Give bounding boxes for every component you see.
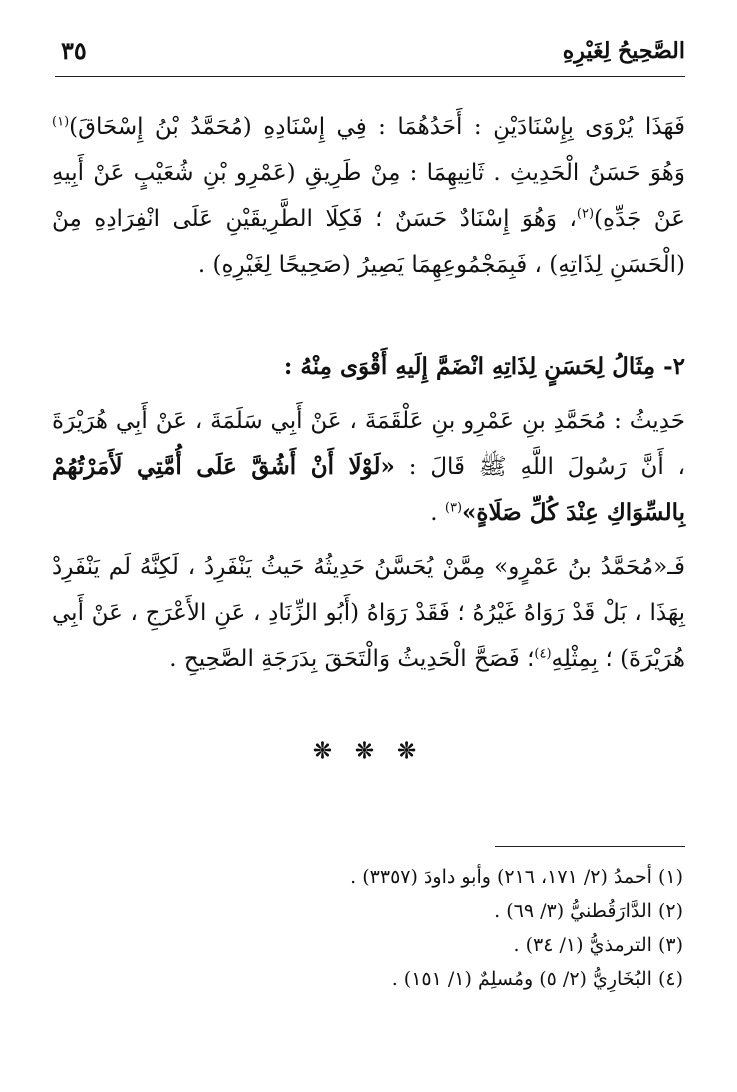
footnote-item: (١) أحمدُ (٢/ ١٧١، ٢١٦) وأبو داودَ (٣٣٥٧) . [350, 866, 683, 888]
hadith-end: . [430, 500, 445, 526]
paragraph-1-text-c: ، وَهُوَ إِسْنَادٌ حَسَنٌ ؛ فَكِلَا الطَّرِيقَيْنِ عَلَى انْفِرَادِهِ مِنْ (الْحَسَنِ لِذَاتِهِ) ، فَبِمَجْمُوعِهِمَا يَصِيرُ (صَحِيحًا لِغَيْرِهِ) . [52, 206, 685, 278]
paragraph-1-text-a: فَهَذَا يُرْوَى بِإِسْنَادَيْنِ : أَحَدُهُمَا : فِي إِسْنَادِهِ (مُحَمَّدُ بْنُ إِسْحَاقَ) [69, 114, 685, 140]
footnote-item: (٢) الدَّارَقُطنيُّ (٣/ ٦٩) . [494, 900, 683, 922]
running-title: الصَّحِيحُ لِغَيْرِهِ [562, 38, 685, 64]
footnote-item: (٣) الترمذيُّ (١/ ٣٤) . [513, 934, 683, 956]
section-separator: ❊ ❊ ❊ [313, 738, 424, 764]
paragraph-hadith [52, 398, 685, 536]
hadith-chain-text: حَدِيثُ : مُحَمَّدِ بنِ عَمْرِو بنِ عَلْقَمَةَ ، عَنْ أَبِي سَلَمَةَ ، عَنْ أَبِي هُرَيْرَةَ ، أَنَّ رَسُولَ اللَّهِ ﷺ قَالَ : [52, 408, 686, 480]
footnote-ref-2[interactable]: (٢) [576, 206, 595, 222]
page-header [55, 30, 685, 77]
footnote-ref-4[interactable]: (٤) [534, 646, 552, 662]
paragraph-explanation [52, 544, 685, 682]
footnotes-list [52, 860, 683, 996]
footnote-ref-3[interactable]: (٣) [444, 500, 463, 516]
page-number: ٣٥ [61, 36, 87, 65]
explanation-text-b: ؛ فَصَحَّ الْحَدِيثُ وَالْتَحَقَ بِدَرَجَةِ الصَّحِيحِ . [169, 646, 535, 672]
explanation-text-a: فَـ«مُحَمَّدُ بنُ عَمْرٍو» مِمَّنْ يُحَسَّنُ حَدِيثُهُ حَيثُ يَنْفَرِدُ ، لَكِنَّهُ لَم يَنْفَرِدْ بِهَذَا ، بَلْ قَدْ رَوَاهُ غَيْرُهُ ؛ فَقَدْ رَوَاهُ (أَبُو الزِّنَادِ ، عَنِ الأَعْرَجِ ، عَنْ أَبِي هُرَيْرَةَ) ؛ بِمِثْلِهِ [52, 554, 685, 672]
footnote-item: (٤) البُخَارِيُّ (٢/ ٥) ومُسلِمٌ (١/ ١٥١) . [391, 968, 683, 990]
footnote-ref-1[interactable]: (١) [52, 114, 70, 130]
footnote-divider [495, 846, 685, 847]
paragraph-1-text-b: وَهُوَ حَسَنُ الْحَدِيثِ . ثَانِيهِمَا : مِنْ طَرِيقِ (عَمْرِو بْنِ شُعَيْبٍ عَنْ أَبِيهِ عَنْ جَدِّهِ) [52, 160, 685, 232]
paragraph-two-chains [52, 104, 685, 288]
section-heading-example-2: ٢- مِثَالُ لِحَسَنٍ لِذَاتِهِ انْضَمَّ إِلَيهِ أَقْوَى مِنْهُ : [283, 353, 685, 380]
hadith-quote: «لَوْلَا أَنْ أَشُقَّ عَلَى أُمَّتِي لَأَمَرْتُهُمْ بِالسِّوَاكِ عِنْدَ كُلِّ صَلَاةٍ» [52, 453, 685, 526]
